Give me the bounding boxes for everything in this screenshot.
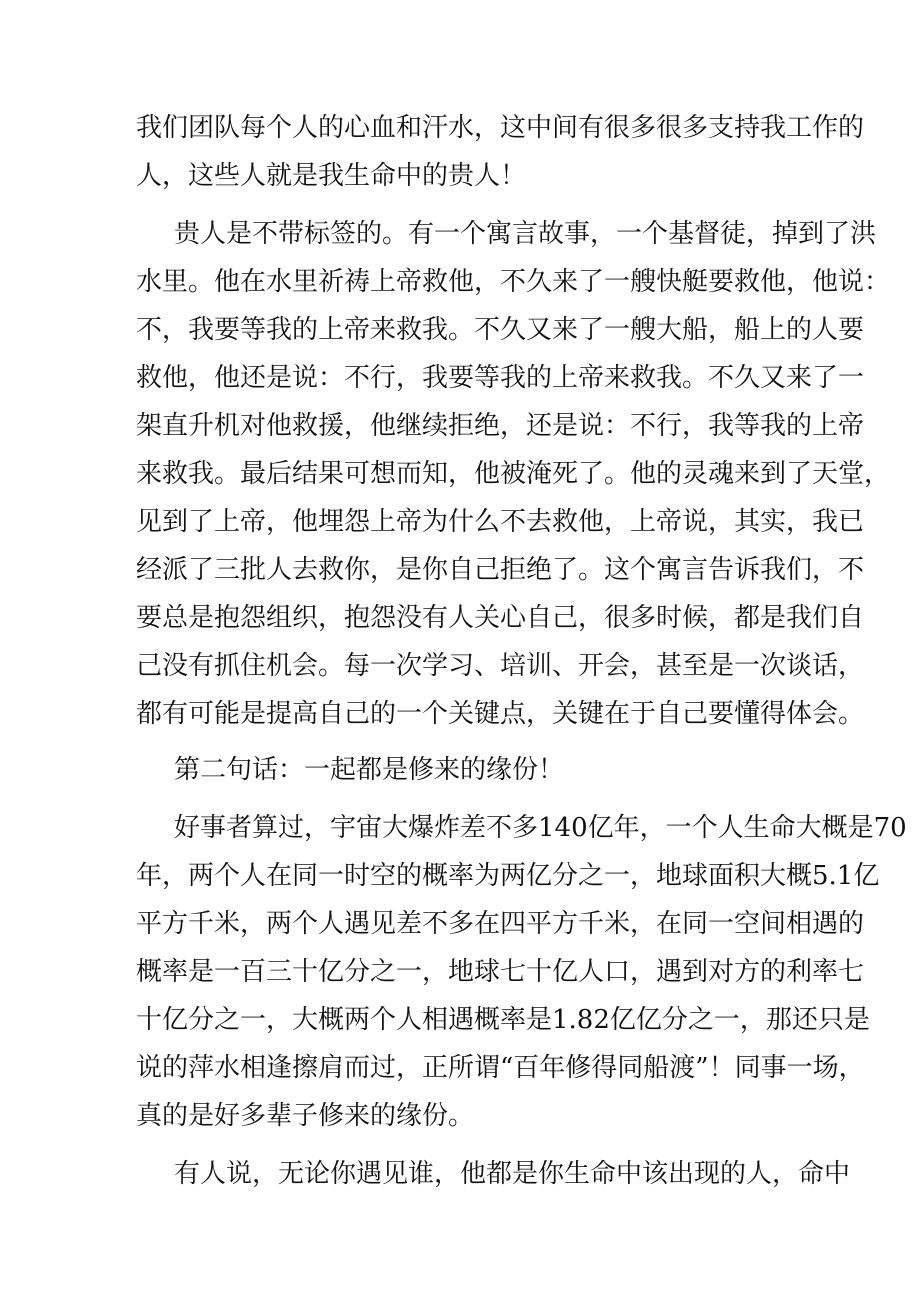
text-line: 己没有抓住机会。每一次学习、培训、开会，甚至是一次谈话， [136, 651, 865, 681]
paragraph-first-line: 好事者算过，宇宙大爆炸差不多140亿年，一个人生命大概是70 [174, 813, 907, 843]
section-heading: 第二句话：一起都是修来的缘份！ [174, 755, 565, 785]
text-line: 年，两个人在同一时空的概率为两亿分之一，地球面积大概5.1亿 [136, 861, 880, 891]
text-line: 人，这些人就是我生命中的贵人！ [136, 161, 527, 191]
text-line: 平方千米，两个人遇见差不多在四平方千米，在同一空间相遇的 [136, 909, 865, 939]
text-line: 不，我要等我的上帝来救我。不久又来了一艘大船，船上的人要 [136, 315, 865, 345]
text-line: 我们团队每个人的心血和汗水，这中间有很多很多支持我工作的 [136, 113, 865, 143]
text-line: 救他，他还是说：不行，我要等我的上帝来救我。不久又来了一 [136, 363, 865, 393]
text-line: 要总是抱怨组织，抱怨没有人关心自己，很多时候，都是我们自 [136, 603, 865, 633]
text-line: 架直升机对他救援，他继续拒绝，还是说：不行，我等我的上帝 [136, 411, 865, 441]
text-line: 水里。他在水里祈祷上帝救他，不久来了一艘快艇要救他，他说： [136, 267, 891, 297]
text-line: 见到了上帝，他埋怨上帝为什么不去救他，上帝说，其实，我已 [136, 507, 865, 537]
text-line: 十亿分之一，大概两个人相遇概率是1.82亿亿分之一，那还只是 [136, 1005, 870, 1035]
text-line: 都有可能是提高自己的一个关键点，关键在于自己要懂得体会。 [136, 699, 865, 729]
paragraph-first-line: 有人说，无论你遇见谁，他都是你生命中该出现的人，命中 [174, 1159, 851, 1189]
text-line: 来救我。最后结果可想而知，他被淹死了。他的灵魂来到了天堂， [136, 459, 891, 489]
text-line: 真的是好多辈子修来的缘份。 [136, 1101, 475, 1131]
text-line: 经派了三批人去救你，是你自己拒绝了。这个寓言告诉我们，不 [136, 555, 865, 585]
paragraph-first-line: 贵人是不带标签的。有一个寓言故事，一个基督徒，掉到了洪 [174, 219, 877, 249]
text-line: 概率是一百三十亿分之一，地球七十亿人口，遇到对方的利率七 [136, 957, 865, 987]
text-line: 说的萍水相逢擦肩而过，正所谓“百年修得同船渡”！同事一场， [136, 1053, 865, 1083]
